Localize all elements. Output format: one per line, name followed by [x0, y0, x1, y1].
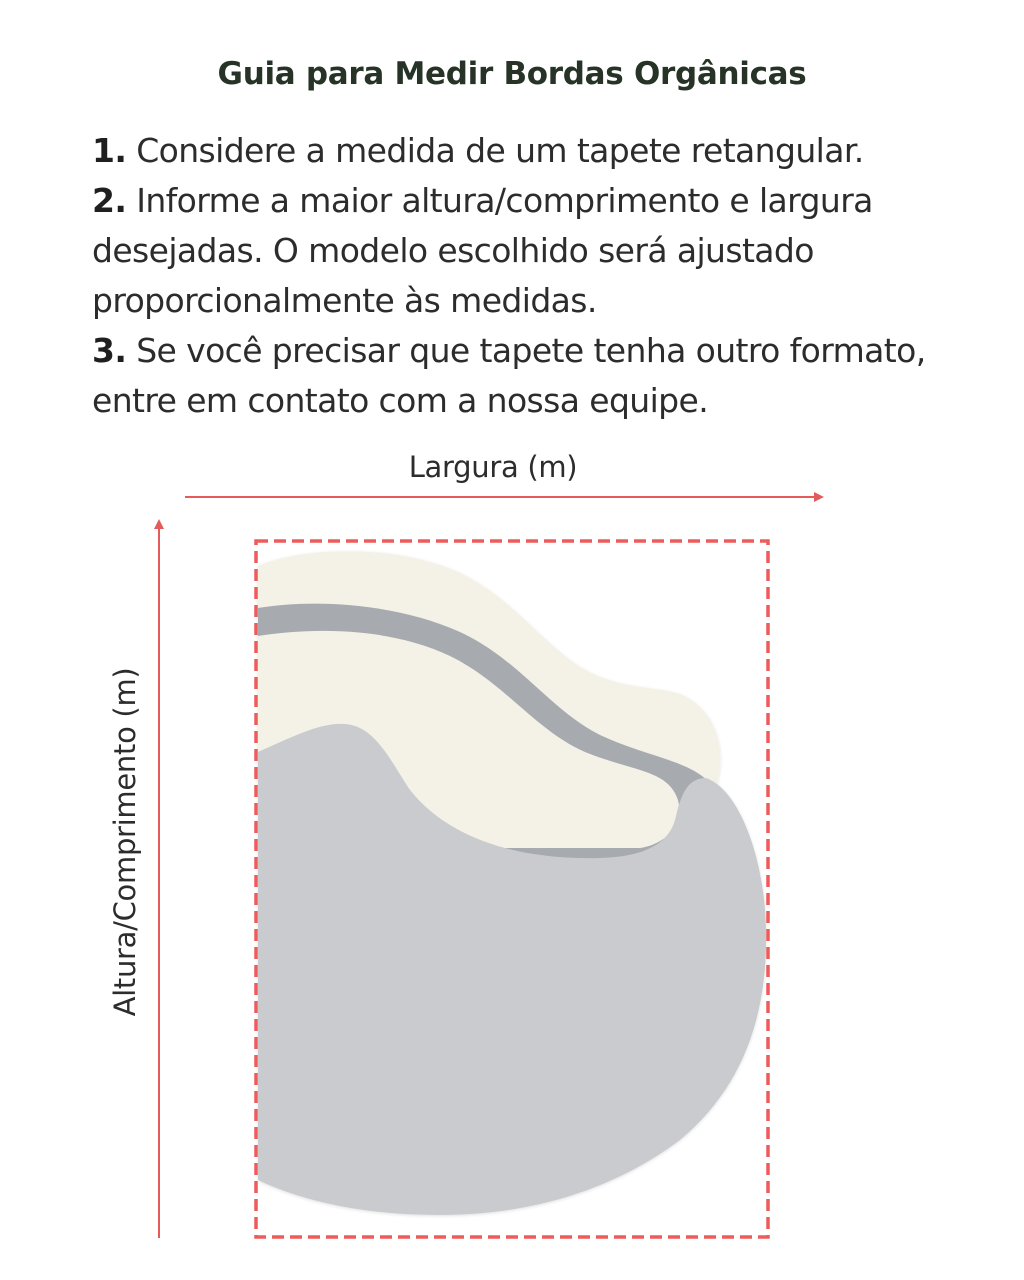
- step-number: 2.: [92, 181, 127, 220]
- step-number: 1.: [92, 131, 127, 170]
- step-text: Informe a maior altura/comprimento e largura desejadas. O modelo escolhido será ajustado proporcionalmente às medidas.: [92, 181, 873, 320]
- width-arrow: [185, 492, 824, 502]
- height-arrow: [154, 519, 164, 1238]
- step-number: 3.: [92, 331, 127, 370]
- step-text: Considere a medida de um tapete retangular.: [126, 131, 864, 170]
- page-title: Guia para Medir Bordas Orgânicas: [217, 56, 807, 92]
- width-label: Largura (m): [408, 450, 578, 484]
- organic-rug-shape: [258, 551, 766, 1215]
- height-label: Altura/Comprimento (m): [108, 667, 142, 1017]
- step-text: Se você precisar que tapete tenha outro formato, entre em contato com a nossa equipe.: [92, 331, 926, 420]
